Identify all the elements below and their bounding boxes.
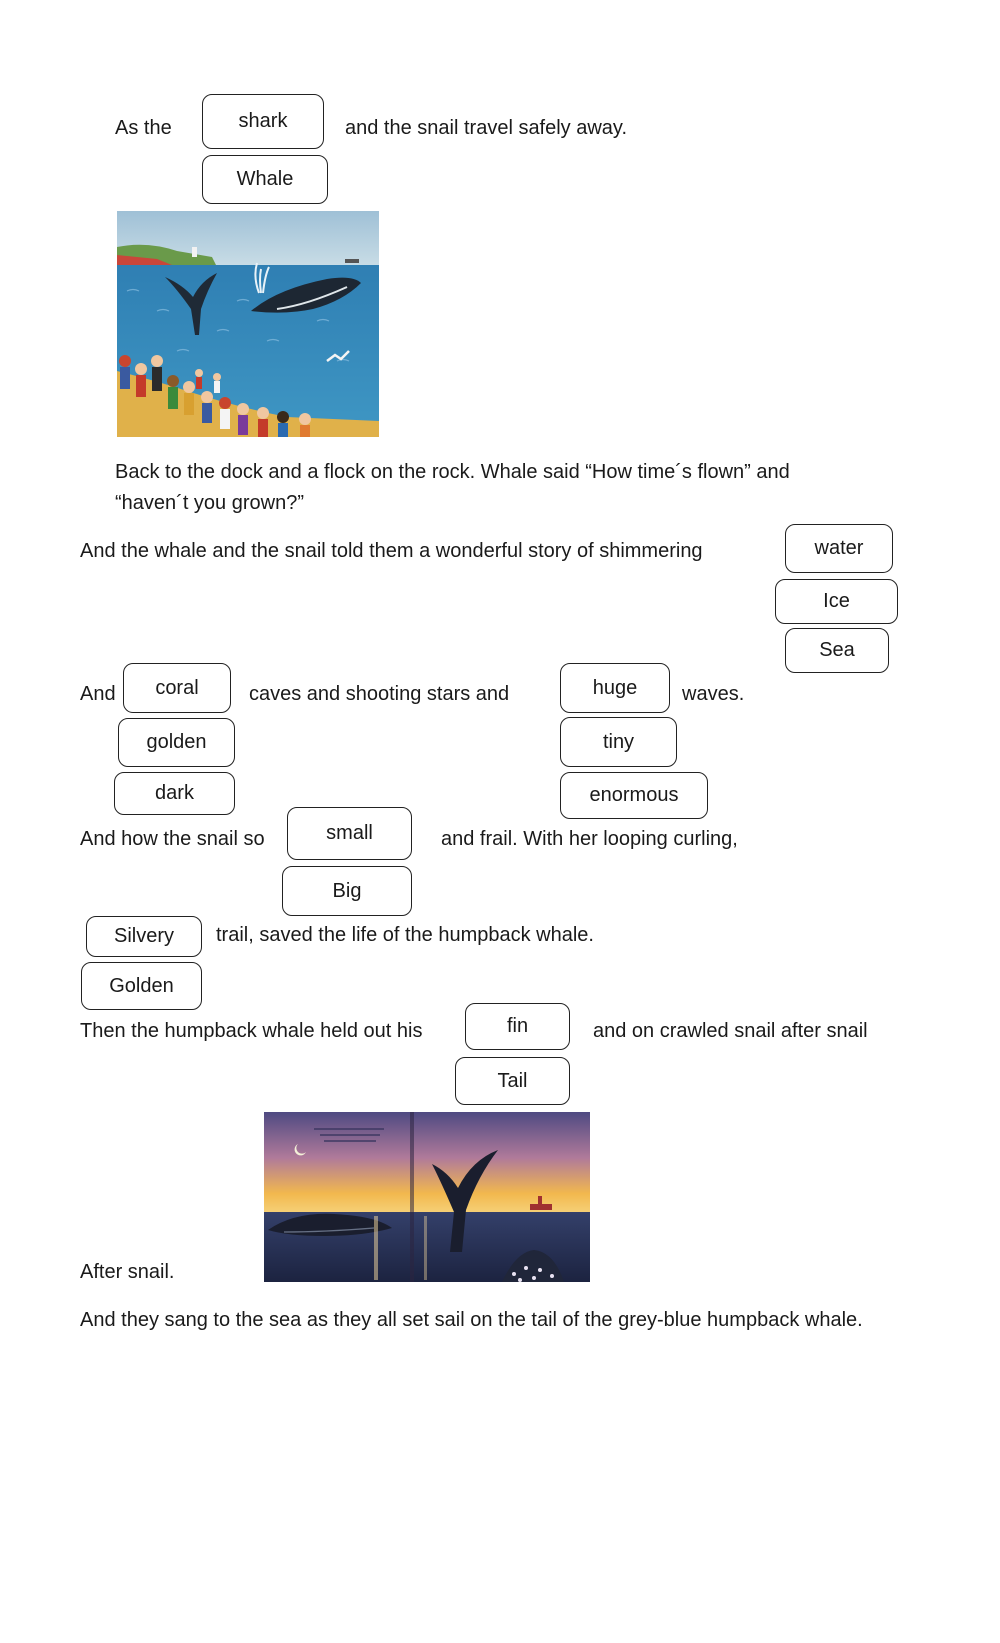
answer-option-sea[interactable]: Sea — [785, 628, 889, 673]
answer-option-shark[interactable]: shark — [202, 94, 324, 149]
line7-start: Then the humpback whale held out his — [80, 1020, 423, 1042]
answer-option-golden[interactable]: golden — [118, 718, 235, 767]
line1-as-the: As the — [115, 117, 172, 139]
answer-option-water[interactable]: water — [785, 524, 893, 573]
line4-waves: waves. — [682, 683, 745, 705]
whale-sunset-book-photo — [264, 1112, 590, 1282]
answer-option-big[interactable]: Big — [282, 866, 412, 916]
line4-and: And — [80, 683, 116, 705]
line7-end: and on crawled snail after snail — [593, 1020, 868, 1042]
line1-rest-text: and the snail travel safely away. — [345, 117, 628, 139]
whale-beach-illustration — [117, 211, 379, 437]
after-snail-text: After snail. — [80, 1261, 175, 1283]
answer-option-enormous[interactable]: enormous — [560, 772, 708, 819]
final-line-text: And they sang to the sea as they all set sail on the tail of the grey-blue humpback whale. — [80, 1309, 863, 1331]
answer-option-small[interactable]: small — [287, 807, 412, 860]
dock-line-2: “haven´t you grown?” — [115, 492, 304, 514]
answer-option-fin[interactable]: fin — [465, 1003, 570, 1050]
answer-option-silvery[interactable]: Silvery — [86, 916, 202, 957]
answer-option-coral[interactable]: coral — [123, 663, 231, 713]
line4-mid-text: caves and shooting stars and — [249, 683, 510, 705]
answer-option-tiny[interactable]: tiny — [560, 717, 677, 767]
line5-start: And how the snail so — [80, 828, 265, 850]
line6-end: trail, saved the life of the humpback whale. — [216, 924, 594, 946]
answer-option-golden-2[interactable]: Golden — [81, 962, 202, 1010]
answer-option-dark[interactable]: dark — [114, 772, 235, 815]
answer-option-huge[interactable]: huge — [560, 663, 670, 713]
shimmering-line: And the whale and the snail told them a wonderful story of shimmering — [80, 540, 703, 562]
answer-option-ice[interactable]: Ice — [775, 579, 898, 624]
answer-option-tail[interactable]: Tail — [455, 1057, 570, 1105]
line5-end: and frail. With her looping curling, — [441, 828, 738, 850]
answer-option-whale[interactable]: Whale — [202, 155, 328, 204]
dock-line-1: Back to the dock and a flock on the rock. Whale said “How time´s flown” and — [115, 461, 790, 483]
